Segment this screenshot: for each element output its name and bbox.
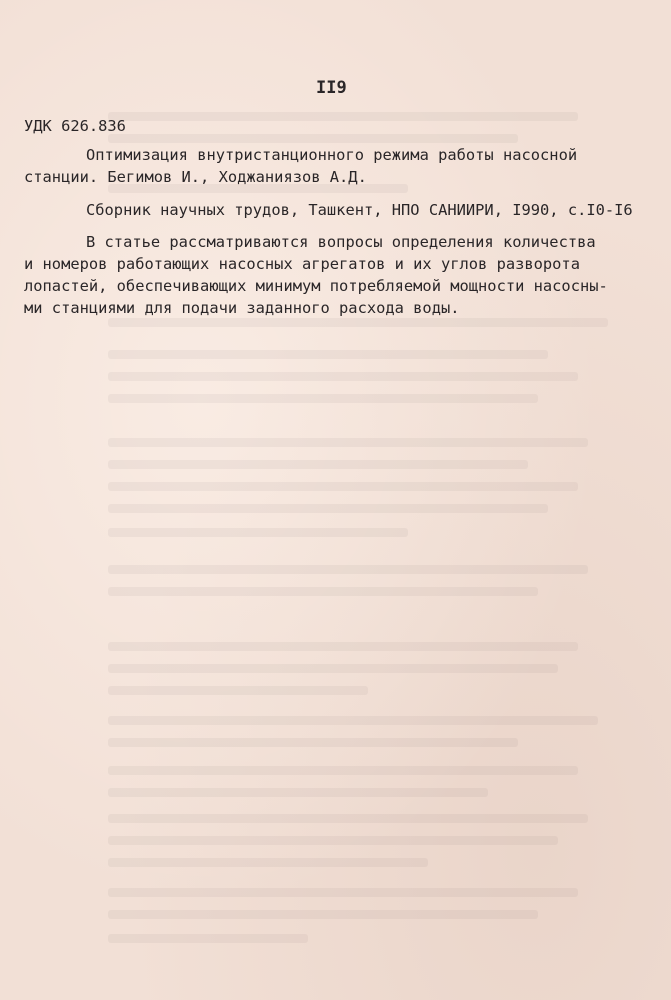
article-title-line-2: станции. Бегимов И., Ходжаниязов А.Д. bbox=[24, 168, 367, 186]
publication-source: Сборник научных трудов, Ташкент, НПО САНИИРИ, I990, с.I0-I6 bbox=[86, 201, 633, 219]
page-number: II9 bbox=[316, 78, 347, 98]
abstract-line: В статье рассматриваются вопросы определения количества bbox=[86, 233, 596, 251]
abstract-line: лопастей, обеспечивающих минимум потребляемой мощности насосны- bbox=[24, 277, 608, 295]
abstract-line: ми станциями для подачи заданного расхода воды. bbox=[24, 299, 460, 317]
abstract-line: и номеров работающих насосных агрегатов и их углов разворота bbox=[24, 255, 580, 273]
udc-code: УДК 626.836 bbox=[24, 117, 126, 135]
article-title-line-1: Оптимизация внутристанционного режима работы насосной bbox=[86, 146, 578, 164]
